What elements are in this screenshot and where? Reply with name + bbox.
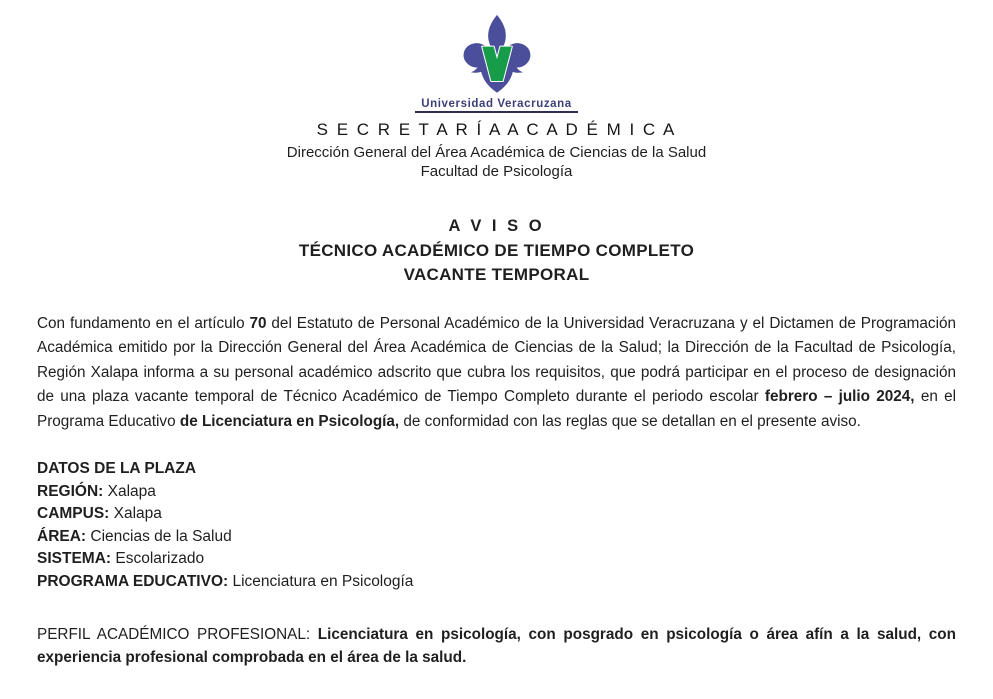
plaza-section-heading: DATOS DE LA PLAZA: [37, 460, 197, 478]
plaza-data-section: [37, 458, 956, 594]
secretaria-academica-heading: S E C R E T A R Í A A C A D É M I C A: [316, 120, 677, 139]
perfil-bold-requirements: Licenciatura en psicología, con posgrado en psicología o área afín a la salud, con experiencia profesional comprobada en el área de la salud.: [37, 625, 956, 666]
intro-paragraph: [37, 312, 956, 434]
plaza-label-region: REGIÓN:: [37, 482, 104, 500]
plaza-value-region: Xalapa: [103, 482, 156, 500]
logo-block: [37, 14, 956, 113]
plaza-label-area: ÁREA:: [37, 527, 87, 545]
notice-title: [37, 217, 956, 285]
plaza-value-campus: Xalapa: [109, 505, 162, 523]
plaza-field-programa: [37, 571, 956, 594]
plaza-field-area: [37, 526, 956, 549]
intro-bold-article-number: 70: [249, 315, 267, 332]
perfil-paragraph: [37, 623, 956, 669]
universidad-veracruzana-logo: [415, 14, 578, 113]
plaza-label-sistema: SISTEMA:: [37, 550, 112, 568]
direccion-general-line: Dirección General del Área Académica de Ciencias de la Salud: [286, 144, 707, 161]
plaza-label-campus: CAMPUS:: [37, 505, 110, 523]
logo-caption: Universidad Veracruzana: [415, 98, 578, 113]
intro-bold-program: de Licenciatura en Psicología,: [179, 412, 400, 430]
fleur-de-lis-icon: [449, 14, 545, 94]
plaza-label-programa: PROGRAMA EDUCATIVO:: [37, 573, 229, 590]
facultad-line: Facultad de Psicología: [420, 163, 573, 180]
intro-text-4: de conformidad con las reglas que se detallan en el presente aviso.: [399, 412, 861, 430]
plaza-value-area: Ciencias de la Salud: [86, 527, 232, 545]
plaza-field-region: [37, 481, 956, 504]
intro-text-1: Con fundamento en el artículo: [37, 315, 250, 332]
letterhead: [37, 120, 956, 180]
plaza-value-sistema: Escolarizado: [111, 550, 205, 568]
intro-text-3: en el Programa Educativo: [37, 388, 956, 430]
aviso-heading: A V I S O: [448, 217, 545, 235]
plaza-value-programa: Licenciatura en Psicología: [228, 573, 414, 590]
position-heading: TÉCNICO ACADÉMICO DE TIEMPO COMPLETO: [298, 241, 695, 260]
perfil-label: PERFIL ACADÉMICO PROFESIONAL:: [37, 625, 318, 643]
vacancy-type-heading: VACANTE TEMPORAL: [403, 265, 590, 284]
plaza-field-sistema: [37, 548, 956, 571]
plaza-field-campus: [37, 503, 956, 526]
intro-bold-period: febrero – julio 2024,: [764, 388, 915, 406]
intro-text-2: del Estatuto de Personal Académico de la Universidad Veracruzana y el Dictamen de Programación Académica emitido por la Dirección General del Área Académica de Ciencias de la Salud; la Dirección de la Facultad de Psicología, Región Xalapa informa a su personal académico adscrito que cubra los requisitos, que podrá participar en el proceso de designación de una plaza vacante temporal de Técnico Académico de Tiempo Completo durante el periodo escolar: [37, 315, 956, 406]
